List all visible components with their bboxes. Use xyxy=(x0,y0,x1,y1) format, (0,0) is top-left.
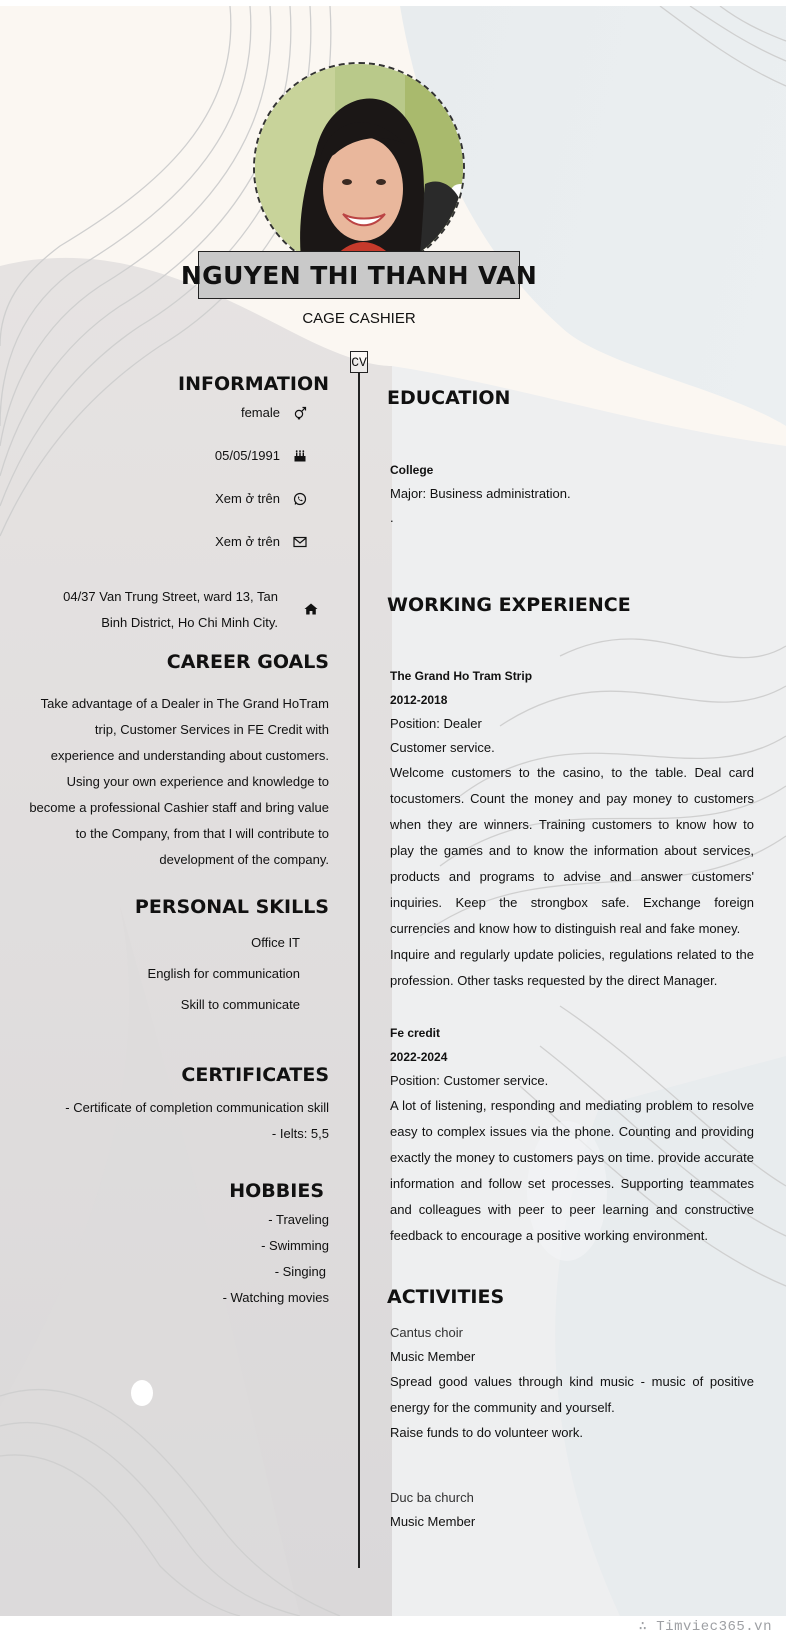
hobby-item: - Watching movies xyxy=(222,1290,329,1305)
gender-icon xyxy=(292,406,308,420)
birthday-cake-icon xyxy=(292,449,308,463)
info-gender-row xyxy=(241,405,308,420)
experience-description: Welcome customers to the casino, to the table. Deal card tocustomers. Count the money and pay money to customers when they are winners. Training customers to know how to play the games and to know the information about services, products and programs to advise and answer customers' inquiries. Keep the strongbox safe. Exchange foreign currencies and know how to distinguish real and fake money. xyxy=(390,765,754,936)
working-experience-heading: WORKING EXPERIENCE xyxy=(387,594,631,616)
name-banner xyxy=(180,251,538,299)
watermark-text: ∴ Timviec365.vn xyxy=(638,1619,772,1635)
hobby-item: - Swimming xyxy=(261,1238,329,1253)
experience-company: The Grand Ho Tram Strip xyxy=(390,669,533,683)
timeline-divider xyxy=(358,373,360,1568)
info-address: 04/37 Van Trung Street, ward 13, Tan Binh District, Ho Chi Minh City. xyxy=(63,589,278,630)
info-email-row xyxy=(215,534,308,549)
career-goals-text: Take advantage of a Dealer in The Grand HoTram trip, Customer Services in FE Credit with experience and understanding about customers. Using your own experience and knowledge to become a professional Cashier staff and bring value to the Company, from that I will contribute to development of the company. xyxy=(29,696,329,867)
certificate-item: - Certificate of completion communication skill xyxy=(65,1100,329,1115)
activity-org: Duc ba church xyxy=(390,1490,474,1505)
education-heading: EDUCATION xyxy=(387,387,511,409)
hobby-item: - Singing xyxy=(274,1264,326,1279)
home-icon xyxy=(304,602,318,620)
skill-item: Office IT xyxy=(251,935,300,950)
activities-heading: ACTIVITIES xyxy=(387,1286,505,1308)
activity-role: Music Member xyxy=(390,1349,476,1364)
experience-position: Position: Customer service. xyxy=(390,1073,549,1088)
education-major: Major: Business administration. xyxy=(390,486,571,501)
activity-role: Music Member xyxy=(390,1514,476,1529)
education-school: College xyxy=(390,463,434,477)
experience-position: Position: Dealer xyxy=(390,716,482,731)
skill-item: Skill to communicate xyxy=(180,997,300,1012)
info-phone-row xyxy=(215,491,308,506)
experience-line: Customer service. xyxy=(390,740,495,755)
experience-description: Inquire and regularly update policies, regulations related to the profession. Other tasks requested by the direct Manager. xyxy=(390,947,754,988)
experience-item xyxy=(390,1021,754,1249)
envelope-icon xyxy=(292,536,308,548)
info-birthday: 05/05/1991 xyxy=(214,448,280,463)
skill-item: English for communication xyxy=(147,966,300,981)
info-email: Xem ở trên xyxy=(215,534,280,549)
career-goals-heading: CAREER GOALS xyxy=(166,651,329,673)
cv-tag: CV xyxy=(350,351,368,373)
job-title: CAGE CASHIER xyxy=(302,310,416,327)
activity-org: Cantus choir xyxy=(390,1325,463,1340)
full-name: NGUYEN THI THANH VAN xyxy=(180,260,538,290)
info-gender: female xyxy=(240,405,280,420)
hobby-item: - Traveling xyxy=(268,1212,329,1227)
activity-item xyxy=(390,1486,754,1534)
personal-skills-heading: PERSONAL SKILLS xyxy=(134,896,329,918)
cv-page xyxy=(0,6,786,1616)
activity-description: Raise funds to do volunteer work. xyxy=(390,1425,583,1440)
profile-photo xyxy=(253,62,465,274)
experience-item xyxy=(390,664,754,994)
information-heading: INFORMATION xyxy=(178,373,329,395)
experience-period: 2012-2018 xyxy=(390,693,448,707)
hobbies-heading: HOBBIES xyxy=(229,1180,324,1202)
activity-item xyxy=(390,1321,754,1445)
activity-description: Spread good values through kind music - music of positive energy for the community and yourself. xyxy=(390,1374,754,1415)
experience-company: Fe credit xyxy=(390,1026,441,1040)
education-note: . xyxy=(390,510,394,525)
certificates-heading: CERTIFICATES xyxy=(181,1064,329,1086)
experience-description: A lot of listening, responding and mediating problem to resolve easy to complex issues via the phone. Counting and providing exactly the money to customers pays on time. provide accurate information and follow set processes. Supporting teammates and colleagues with peer to peer learning and constructive feedback to encourage a positive working environment. xyxy=(390,1098,754,1243)
education-block xyxy=(390,458,754,530)
certificate-item: - Ielts: 5,5 xyxy=(271,1126,329,1141)
info-phone: Xem ở trên xyxy=(215,491,280,506)
phone-icon xyxy=(292,492,308,506)
experience-period: 2022-2024 xyxy=(390,1050,448,1064)
info-birthday-row xyxy=(215,448,308,463)
